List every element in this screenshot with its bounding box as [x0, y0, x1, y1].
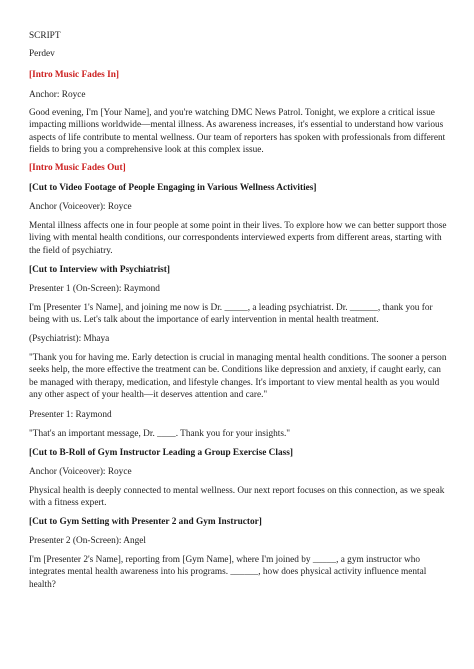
speaker-anchor: Anchor: Royce	[29, 90, 86, 100]
speaker-presenter-1-onscreen: Presenter 1 (On-Screen): Raymond	[29, 284, 160, 294]
cue-cut-psychiatrist-interview: [Cut to Interview with Psychiatrist]	[29, 265, 170, 275]
anchor-intro-paragraph: Good evening, I'm [Your Name], and you're watching DMC News Patrol. Tonight, we explore a critical issue impacting millions worldwide—mental illness. As awareness increases, it's essential to understand how various aspects of life contribute to mental wellness. Our team of reporters has spoken with professionals from different fields to bring you a comprehensive look at this complex issue.	[29, 108, 446, 156]
cue-intro-music-in: [Intro Music Fades In]	[29, 70, 119, 80]
presenter-1-thanks: "That's an important message, Dr. ____. Thank you for your insights."	[29, 429, 291, 439]
doc-author: Perdev	[29, 49, 55, 59]
speaker-anchor-voiceover-1: Anchor (Voiceover): Royce	[29, 202, 132, 212]
voiceover-1-paragraph: Mental illness affects one in four people at some point in their lives. To explore how we can better support those living with mental health conditions, our correspondents interviewed experts from different areas, starting with the field of psychiatry.	[29, 221, 447, 256]
presenter-1-intro-paragraph: I'm [Presenter 1's Name], and joining me now is Dr. _____, a leading psychiatrist. Dr. ______, thank you for being with us. Let's talk about the importance of early intervention in mental health treatment.	[29, 303, 433, 326]
voiceover-2-paragraph: Physical health is deeply connected to mental wellness. Our next report focuses on this connection, as we speak with a fitness expert.	[29, 486, 445, 509]
presenter-2-intro-paragraph: I'm [Presenter 2's Name], reporting from [Gym Name], where I'm joined by _____, a gym instructor who integrates mental health awareness into his programs. ______, how does physical activity influence mental health?	[29, 555, 427, 590]
speaker-presenter-2-onscreen: Presenter 2 (On-Screen): Angel	[29, 536, 146, 546]
cue-cut-broll-gym: [Cut to B-Roll of Gym Instructor Leading a Group Exercise Class]	[29, 448, 293, 458]
cue-cut-gym-setting: [Cut to Gym Setting with Presenter 2 and Gym Instructor]	[29, 517, 262, 527]
cue-intro-music-out: [Intro Music Fades Out]	[29, 163, 126, 173]
speaker-presenter-1: Presenter 1: Raymond	[29, 410, 112, 420]
speaker-psychiatrist: (Psychiatrist): Mhaya	[29, 334, 110, 344]
psychiatrist-quote-paragraph: "Thank you for having me. Early detection is crucial in managing mental health conditions. The sooner a person seeks help, the more effective the treatment can be. Conditions like depression and anxiety, if caught early, can be managed with therapy, medication, and lifestyle changes. It's important to view mental health as you would any other aspect of your health—it deserves attention and care."	[29, 353, 447, 401]
speaker-anchor-voiceover-2: Anchor (Voiceover): Royce	[29, 467, 132, 477]
cue-cut-wellness-footage: [Cut to Video Footage of People Engaging in Various Wellness Activities]	[29, 183, 317, 193]
doc-title: SCRIPT	[29, 31, 61, 41]
